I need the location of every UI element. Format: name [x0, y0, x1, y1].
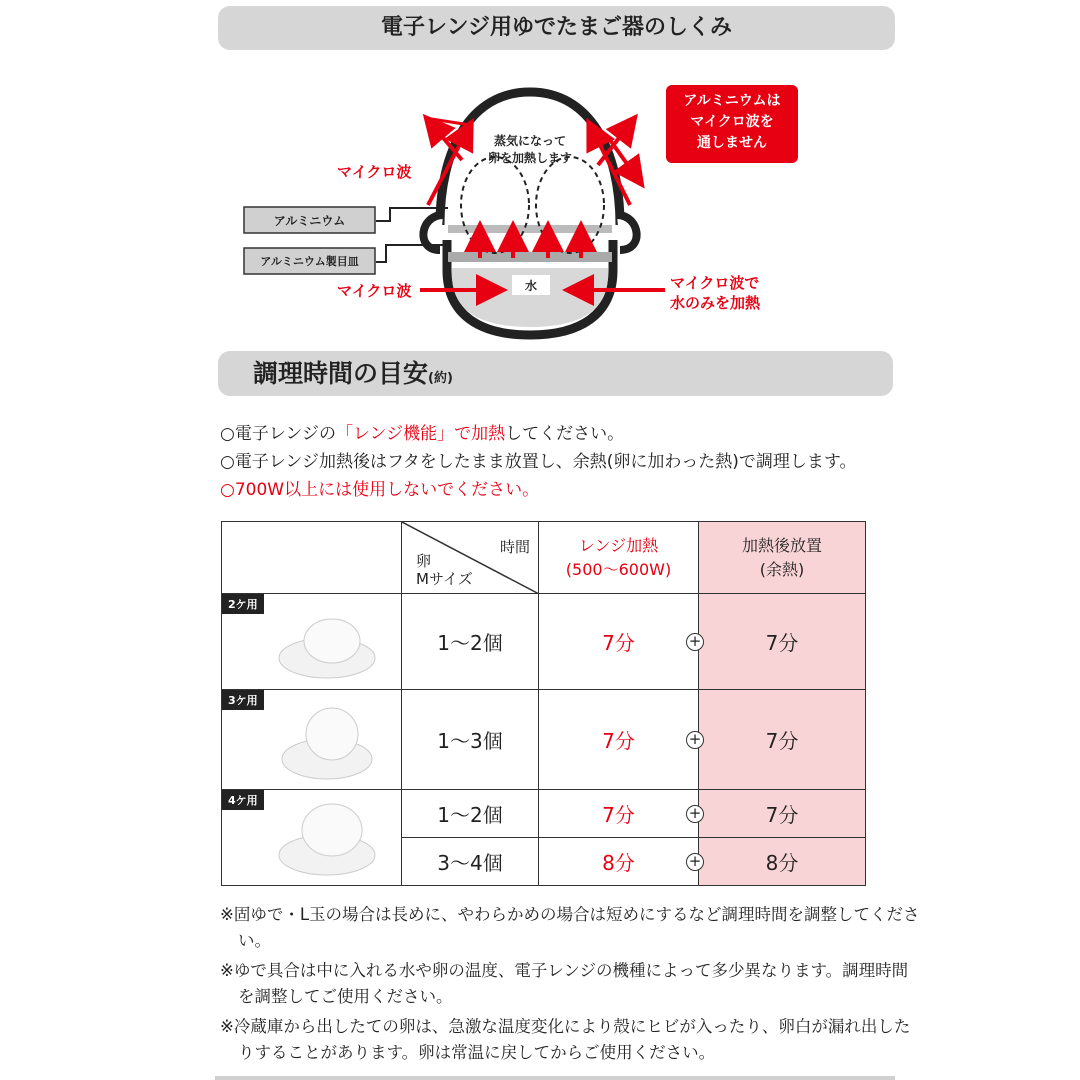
- heat-time: 7分: [539, 690, 699, 790]
- product-image-4: 4ケ用: [222, 790, 402, 886]
- footnote-2: ※ゆで具合は中に入れる水や卵の温度、電子レンジの機種によって多少異なります。調理時間を調整してご使用ください。: [220, 961, 909, 1006]
- water-only-label: マイクロ波で 水のみを加熱: [670, 274, 761, 312]
- cooking-time-table: [221, 521, 866, 886]
- table-row: [222, 594, 866, 690]
- footnote-3: ※冷蔵庫から出したての卵は、急激な温度変化により殻にヒビが入ったり、卵白が漏れ出したりすることがあります。卵は常温に戻してからご使用ください。: [220, 1017, 911, 1062]
- plus-icon: +: [686, 731, 704, 749]
- header-blank: [222, 522, 402, 594]
- section-title-mechanism: 電子レンジ用ゆでたまご器のしくみ: [218, 6, 895, 50]
- steam-label: 蒸気になって 卵を加熱します: [487, 134, 572, 165]
- rest-time-cell: + 7分: [699, 594, 866, 690]
- product-image-2: 2ケ用: [222, 594, 402, 690]
- note-line-1: ○電子レンジの「レンジ機能」で加熱してください。: [220, 424, 625, 444]
- header-size: Mサイズ: [416, 570, 473, 588]
- rest-time-cell: + 8分: [699, 838, 866, 886]
- bottom-divider: [215, 1076, 895, 1080]
- microwave-label-top: マイクロ波: [337, 163, 412, 181]
- egg-count: 1〜3個: [402, 690, 539, 790]
- egg-count: 1〜2個: [402, 594, 539, 690]
- warning-text: アルミニウムは マイクロ波を 通しません: [683, 93, 781, 151]
- footnote-1: ※固ゆで・L玉の場合は長めに、やわらかめの場合は短めにするなど調理時間を調整してください。: [220, 905, 920, 950]
- aluminium-plate-label: アルミニウム製目皿: [260, 255, 359, 268]
- right-handle: [617, 215, 637, 250]
- rest-time-cell: + 7分: [699, 690, 866, 790]
- usage-notes: [220, 420, 857, 504]
- header-egg: 卵: [416, 552, 432, 570]
- aluminium-plate: [448, 252, 612, 262]
- table-row: [222, 690, 866, 790]
- cooking-time-title: 調理時間の目安: [253, 359, 429, 388]
- heat-time: 8分: [539, 838, 699, 886]
- rest-time-cell: + 7分: [699, 790, 866, 838]
- product-image-3: 3ケ用: [222, 690, 402, 790]
- plus-icon: +: [686, 633, 704, 651]
- microwave-label-bottom: マイクロ波: [337, 282, 412, 300]
- egg-count: 1〜2個: [402, 790, 539, 838]
- plus-icon: +: [686, 805, 704, 823]
- note-line-3: ○700W以上には使用しないでください。: [220, 480, 540, 500]
- heat-time: 7分: [539, 594, 699, 690]
- header-rest: 加熱後放置 (余熱): [699, 522, 866, 594]
- plus-icon: +: [686, 853, 704, 871]
- note-line-2: ○電子レンジ加熱後はフタをしたまま放置し、余熱(卵に加わった熱)で調理します。: [220, 452, 857, 472]
- footnotes: [220, 902, 920, 1070]
- cooking-time-suffix: (約): [428, 371, 453, 386]
- header-range-heat: レンジ加熱 (500〜600W): [539, 522, 699, 594]
- header-diagonal: [402, 522, 539, 594]
- heat-time: 7分: [539, 790, 699, 838]
- header-time: 時間: [499, 538, 530, 556]
- water-label: 水: [524, 279, 537, 293]
- table-row: [222, 790, 866, 838]
- section-title-cooking-time: [218, 351, 893, 396]
- egg-count: 3〜4個: [402, 838, 539, 886]
- aluminium-label: アルミニウム: [273, 214, 346, 228]
